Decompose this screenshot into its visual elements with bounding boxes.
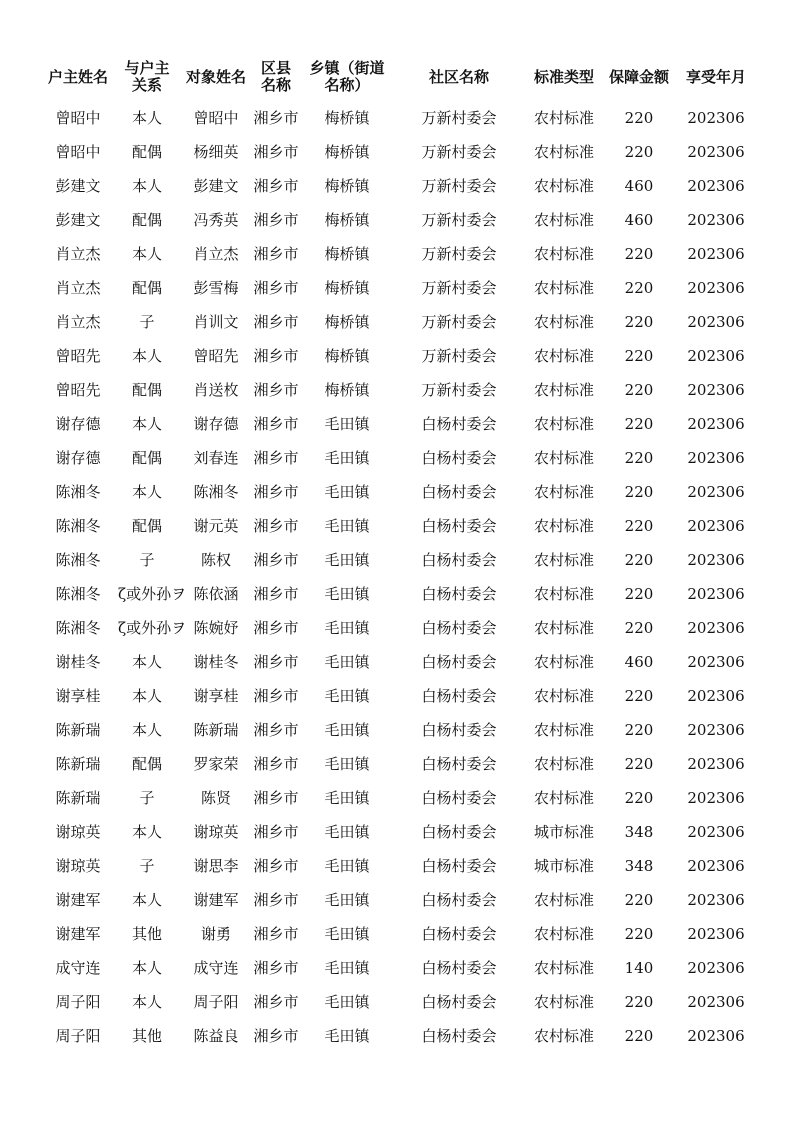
cell-standard-type: 农村标准 bbox=[533, 585, 594, 603]
cell-relation: 本人 bbox=[131, 483, 162, 501]
header-relation-line1: 与户主 bbox=[124, 59, 170, 77]
cell-community: 白杨村委会 bbox=[421, 653, 497, 671]
table-row bbox=[0, 917, 793, 951]
cell-community: 白杨村委会 bbox=[421, 857, 497, 875]
cell-year-month: 202306 bbox=[687, 755, 745, 773]
cell-amount: 460 bbox=[624, 653, 654, 671]
cell-standard-type: 农村标准 bbox=[533, 109, 594, 127]
table-row bbox=[0, 611, 793, 645]
cell-relation: 本人 bbox=[131, 721, 162, 739]
cell-relation: 子 bbox=[139, 551, 155, 569]
cell-relation: 子 bbox=[139, 857, 155, 875]
cell-household-head: 陈湘冬 bbox=[55, 585, 101, 603]
cell-relation: 配偶 bbox=[131, 449, 162, 467]
table-row bbox=[0, 169, 793, 203]
cell-household-head: 彭建文 bbox=[55, 177, 101, 195]
cell-community: 白杨村委会 bbox=[421, 993, 497, 1011]
cell-household-head: 谢桂冬 bbox=[55, 653, 101, 671]
cell-township: 梅桥镇 bbox=[324, 109, 370, 127]
cell-standard-type: 农村标准 bbox=[533, 925, 594, 943]
cell-household-head: 陈湘冬 bbox=[55, 619, 101, 637]
cell-relation: 其他 bbox=[131, 925, 162, 943]
cell-household-head: 谢存德 bbox=[55, 449, 101, 467]
cell-township: 毛田镇 bbox=[324, 517, 370, 535]
cell-household-head: 谢琼英 bbox=[55, 857, 101, 875]
cell-household-head: 肖立杰 bbox=[55, 245, 101, 263]
header-recipient-name: 对象姓名 bbox=[185, 67, 246, 86]
table-row bbox=[0, 373, 793, 407]
cell-year-month: 202306 bbox=[687, 959, 745, 977]
table-row bbox=[0, 475, 793, 509]
cell-county: 湘乡市 bbox=[253, 925, 299, 943]
header-relation-line2: 关系 bbox=[131, 76, 162, 94]
cell-community: 万新村委会 bbox=[421, 313, 497, 331]
cell-township: 梅桥镇 bbox=[324, 381, 370, 399]
cell-county: 湘乡市 bbox=[253, 483, 299, 501]
cell-year-month: 202306 bbox=[687, 789, 745, 807]
cell-county: 湘乡市 bbox=[253, 109, 299, 127]
cell-standard-type: 农村标准 bbox=[533, 1027, 594, 1045]
cell-amount: 460 bbox=[624, 177, 654, 195]
cell-county: 湘乡市 bbox=[253, 959, 299, 977]
cell-standard-type: 农村标准 bbox=[533, 619, 594, 637]
cell-community: 白杨村委会 bbox=[421, 415, 497, 433]
cell-year-month: 202306 bbox=[687, 687, 745, 705]
cell-county: 湘乡市 bbox=[253, 789, 299, 807]
cell-relation: 本人 bbox=[131, 347, 162, 365]
cell-amount: 220 bbox=[624, 721, 654, 739]
cell-community: 万新村委会 bbox=[421, 177, 497, 195]
cell-amount: 140 bbox=[624, 959, 654, 977]
cell-household-head: 陈湘冬 bbox=[55, 551, 101, 569]
header-community: 社区名称 bbox=[428, 67, 489, 86]
header-amount: 保障金额 bbox=[608, 67, 669, 86]
cell-standard-type: 农村标准 bbox=[533, 381, 594, 399]
table-row bbox=[0, 1019, 793, 1053]
cell-year-month: 202306 bbox=[687, 1027, 745, 1045]
cell-household-head: 谢琼英 bbox=[55, 823, 101, 841]
cell-standard-type: 农村标准 bbox=[533, 993, 594, 1011]
cell-household-head: 陈新瑞 bbox=[55, 755, 101, 773]
cell-county: 湘乡市 bbox=[253, 551, 299, 569]
cell-amount: 220 bbox=[624, 517, 654, 535]
cell-recipient-name: 肖训文 bbox=[193, 313, 239, 331]
cell-year-month: 202306 bbox=[687, 721, 745, 739]
cell-standard-type: 农村标准 bbox=[533, 721, 594, 739]
cell-township: 毛田镇 bbox=[324, 585, 370, 603]
cell-community: 万新村委会 bbox=[421, 381, 497, 399]
cell-amount: 460 bbox=[624, 211, 654, 229]
cell-standard-type: 城市标准 bbox=[533, 857, 594, 875]
cell-township: 毛田镇 bbox=[324, 959, 370, 977]
cell-township: 梅桥镇 bbox=[324, 245, 370, 263]
cell-township: 毛田镇 bbox=[324, 483, 370, 501]
cell-standard-type: 农村标准 bbox=[533, 483, 594, 501]
header-township bbox=[300, 58, 394, 96]
cell-standard-type: 农村标准 bbox=[533, 313, 594, 331]
cell-county: 湘乡市 bbox=[253, 517, 299, 535]
cell-household-head: 曾昭先 bbox=[55, 381, 101, 399]
cell-amount: 220 bbox=[624, 551, 654, 569]
cell-county: 湘乡市 bbox=[253, 857, 299, 875]
cell-relation: 本人 bbox=[131, 823, 162, 841]
cell-standard-type: 农村标准 bbox=[533, 347, 594, 365]
cell-relation: 子 bbox=[139, 789, 155, 807]
cell-amount: 220 bbox=[624, 143, 654, 161]
table-row bbox=[0, 815, 793, 849]
cell-county: 湘乡市 bbox=[253, 449, 299, 467]
cell-township: 毛田镇 bbox=[324, 653, 370, 671]
cell-county: 湘乡市 bbox=[253, 415, 299, 433]
cell-relation: 配偶 bbox=[131, 211, 162, 229]
cell-year-month: 202306 bbox=[687, 313, 745, 331]
cell-amount: 220 bbox=[624, 483, 654, 501]
cell-recipient-name: 成守连 bbox=[193, 959, 239, 977]
table-row bbox=[0, 237, 793, 271]
cell-community: 白杨村委会 bbox=[421, 687, 497, 705]
cell-year-month: 202306 bbox=[687, 449, 745, 467]
cell-county: 湘乡市 bbox=[253, 1027, 299, 1045]
cell-amount: 220 bbox=[624, 1027, 654, 1045]
cell-county: 湘乡市 bbox=[253, 381, 299, 399]
cell-relation: 本人 bbox=[131, 891, 162, 909]
cell-township: 毛田镇 bbox=[324, 993, 370, 1011]
cell-township: 毛田镇 bbox=[324, 1027, 370, 1045]
cell-township: 毛田镇 bbox=[324, 755, 370, 773]
cell-county: 湘乡市 bbox=[253, 143, 299, 161]
cell-year-month: 202306 bbox=[687, 551, 745, 569]
cell-community: 万新村委会 bbox=[421, 279, 497, 297]
cell-household-head: 陈新瑞 bbox=[55, 721, 101, 739]
cell-household-head: 肖立杰 bbox=[55, 279, 101, 297]
cell-recipient-name: 谢琼英 bbox=[193, 823, 239, 841]
cell-township: 梅桥镇 bbox=[324, 279, 370, 297]
cell-community: 白杨村委会 bbox=[421, 551, 497, 569]
cell-relation: 子 bbox=[139, 313, 155, 331]
cell-relation: 本人 bbox=[131, 109, 162, 127]
cell-township: 毛田镇 bbox=[324, 857, 370, 875]
cell-standard-type: 农村标准 bbox=[533, 789, 594, 807]
cell-recipient-name: 肖送枚 bbox=[193, 381, 239, 399]
cell-amount: 220 bbox=[624, 993, 654, 1011]
cell-recipient-name: 陈益良 bbox=[193, 1027, 239, 1045]
cell-year-month: 202306 bbox=[687, 211, 745, 229]
cell-relation: 配偶 bbox=[131, 143, 162, 161]
cell-amount: 220 bbox=[624, 687, 654, 705]
cell-township: 毛田镇 bbox=[324, 415, 370, 433]
cell-community: 万新村委会 bbox=[421, 109, 497, 127]
cell-township: 毛田镇 bbox=[324, 789, 370, 807]
cell-township: 毛田镇 bbox=[324, 619, 370, 637]
cell-relation: 其他 bbox=[131, 1027, 162, 1045]
cell-standard-type: 农村标准 bbox=[533, 959, 594, 977]
cell-relation: 本人 bbox=[131, 653, 162, 671]
cell-year-month: 202306 bbox=[687, 279, 745, 297]
cell-township: 梅桥镇 bbox=[324, 347, 370, 365]
cell-year-month: 202306 bbox=[687, 245, 745, 263]
table-row bbox=[0, 883, 793, 917]
cell-amount: 220 bbox=[624, 245, 654, 263]
cell-year-month: 202306 bbox=[687, 109, 745, 127]
table-row bbox=[0, 101, 793, 135]
cell-household-head: 曾昭先 bbox=[55, 347, 101, 365]
cell-household-head: 陈湘冬 bbox=[55, 483, 101, 501]
header-standard-type: 标准类型 bbox=[533, 67, 594, 86]
cell-recipient-name: 周子阳 bbox=[193, 993, 239, 1011]
table-row bbox=[0, 781, 793, 815]
cell-relation: 本人 bbox=[131, 993, 162, 1011]
cell-recipient-name: 陈婉妤 bbox=[193, 619, 239, 637]
cell-year-month: 202306 bbox=[687, 347, 745, 365]
cell-community: 白杨村委会 bbox=[421, 1027, 497, 1045]
cell-recipient-name: 陈湘冬 bbox=[193, 483, 239, 501]
cell-household-head: 陈湘冬 bbox=[55, 517, 101, 535]
cell-standard-type: 农村标准 bbox=[533, 687, 594, 705]
cell-community: 万新村委会 bbox=[421, 245, 497, 263]
header-township-line1: 乡镇（街道 bbox=[309, 59, 385, 77]
cell-year-month: 202306 bbox=[687, 857, 745, 875]
cell-standard-type: 农村标准 bbox=[533, 279, 594, 297]
cell-year-month: 202306 bbox=[687, 415, 745, 433]
cell-county: 湘乡市 bbox=[253, 245, 299, 263]
cell-standard-type: 农村标准 bbox=[533, 211, 594, 229]
cell-county: 湘乡市 bbox=[253, 279, 299, 297]
cell-recipient-name: 曾昭中 bbox=[193, 109, 239, 127]
table-row bbox=[0, 713, 793, 747]
table-row bbox=[0, 679, 793, 713]
cell-household-head: 谢建军 bbox=[55, 925, 101, 943]
cell-standard-type: 农村标准 bbox=[533, 143, 594, 161]
cell-township: 毛田镇 bbox=[324, 551, 370, 569]
table-row bbox=[0, 305, 793, 339]
cell-standard-type: 农村标准 bbox=[533, 177, 594, 195]
cell-standard-type: 农村标准 bbox=[533, 449, 594, 467]
cell-year-month: 202306 bbox=[687, 653, 745, 671]
cell-recipient-name: 谢享桂 bbox=[193, 687, 239, 705]
cell-standard-type: 农村标准 bbox=[533, 891, 594, 909]
cell-amount: 220 bbox=[624, 585, 654, 603]
cell-household-head: 彭建文 bbox=[55, 211, 101, 229]
table-row bbox=[0, 441, 793, 475]
cell-standard-type: 农村标准 bbox=[533, 245, 594, 263]
table-row bbox=[0, 203, 793, 237]
cell-county: 湘乡市 bbox=[253, 993, 299, 1011]
cell-county: 湘乡市 bbox=[253, 653, 299, 671]
cell-recipient-name: 彭雪梅 bbox=[193, 279, 239, 297]
cell-recipient-name: 刘春连 bbox=[193, 449, 239, 467]
cell-community: 白杨村委会 bbox=[421, 891, 497, 909]
cell-household-head: 曾昭中 bbox=[55, 109, 101, 127]
cell-community: 万新村委会 bbox=[421, 347, 497, 365]
cell-county: 湘乡市 bbox=[253, 687, 299, 705]
cell-county: 湘乡市 bbox=[253, 721, 299, 739]
cell-township: 毛田镇 bbox=[324, 891, 370, 909]
cell-township: 梅桥镇 bbox=[324, 177, 370, 195]
cell-relation: 配偶 bbox=[131, 755, 162, 773]
cell-community: 白杨村委会 bbox=[421, 789, 497, 807]
cell-amount: 348 bbox=[624, 823, 654, 841]
cell-year-month: 202306 bbox=[687, 823, 745, 841]
cell-recipient-name: 曾昭先 bbox=[193, 347, 239, 365]
cell-township: 毛田镇 bbox=[324, 925, 370, 943]
cell-county: 湘乡市 bbox=[253, 313, 299, 331]
table-row bbox=[0, 747, 793, 781]
cell-year-month: 202306 bbox=[687, 585, 745, 603]
cell-year-month: 202306 bbox=[687, 891, 745, 909]
cell-recipient-name: 谢存德 bbox=[193, 415, 239, 433]
cell-standard-type: 农村标准 bbox=[533, 415, 594, 433]
table-row bbox=[0, 407, 793, 441]
cell-community: 万新村委会 bbox=[421, 211, 497, 229]
cell-county: 湘乡市 bbox=[253, 347, 299, 365]
cell-township: 梅桥镇 bbox=[324, 143, 370, 161]
table-row bbox=[0, 577, 793, 611]
cell-township: 毛田镇 bbox=[324, 823, 370, 841]
cell-recipient-name: 谢勇 bbox=[200, 925, 231, 943]
cell-year-month: 202306 bbox=[687, 925, 745, 943]
cell-county: 湘乡市 bbox=[253, 177, 299, 195]
table-row bbox=[0, 543, 793, 577]
cell-recipient-name: 谢思李 bbox=[193, 857, 239, 875]
cell-relation: 配偶 bbox=[131, 279, 162, 297]
cell-amount: 220 bbox=[624, 109, 654, 127]
cell-amount: 220 bbox=[624, 279, 654, 297]
cell-standard-type: 农村标准 bbox=[533, 551, 594, 569]
cell-relation: 本人 bbox=[131, 959, 162, 977]
cell-community: 白杨村委会 bbox=[421, 721, 497, 739]
cell-recipient-name: 肖立杰 bbox=[193, 245, 239, 263]
cell-household-head: 周子阳 bbox=[55, 1027, 101, 1045]
cell-household-head: 曾昭中 bbox=[55, 143, 101, 161]
cell-relation: 本人 bbox=[131, 415, 162, 433]
cell-household-head: 谢建军 bbox=[55, 891, 101, 909]
cell-amount: 220 bbox=[624, 415, 654, 433]
cell-relation: 配偶 bbox=[131, 517, 162, 535]
cell-relation: 本人 bbox=[131, 245, 162, 263]
cell-township: 毛田镇 bbox=[324, 449, 370, 467]
table-row bbox=[0, 271, 793, 305]
cell-relation: 本人 bbox=[131, 177, 162, 195]
header-year-month: 享受年月 bbox=[685, 67, 746, 86]
cell-recipient-name: 谢元英 bbox=[193, 517, 239, 535]
cell-amount: 220 bbox=[624, 449, 654, 467]
header-county-line2: 名称 bbox=[260, 76, 291, 94]
cell-community: 白杨村委会 bbox=[421, 517, 497, 535]
cell-year-month: 202306 bbox=[687, 381, 745, 399]
cell-community: 白杨村委会 bbox=[421, 585, 497, 603]
cell-amount: 220 bbox=[624, 347, 654, 365]
cell-year-month: 202306 bbox=[687, 517, 745, 535]
header-relation bbox=[118, 58, 176, 96]
cell-recipient-name: 罗家荣 bbox=[193, 755, 239, 773]
table-row bbox=[0, 645, 793, 679]
cell-year-month: 202306 bbox=[687, 143, 745, 161]
table-row bbox=[0, 339, 793, 373]
cell-standard-type: 农村标准 bbox=[533, 755, 594, 773]
table-row bbox=[0, 509, 793, 543]
header-household-head: 户主姓名 bbox=[47, 67, 108, 86]
header-county-line1: 区县 bbox=[260, 59, 291, 77]
cell-amount: 348 bbox=[624, 857, 654, 875]
cell-county: 湘乡市 bbox=[253, 823, 299, 841]
cell-county: 湘乡市 bbox=[253, 585, 299, 603]
cell-amount: 220 bbox=[624, 925, 654, 943]
cell-year-month: 202306 bbox=[687, 177, 745, 195]
cell-recipient-name: 冯秀英 bbox=[193, 211, 239, 229]
cell-community: 白杨村委会 bbox=[421, 959, 497, 977]
cell-standard-type: 城市标准 bbox=[533, 823, 594, 841]
cell-community: 白杨村委会 bbox=[421, 925, 497, 943]
cell-recipient-name: 杨细英 bbox=[193, 143, 239, 161]
table-row bbox=[0, 985, 793, 1019]
cell-relation: ζ或外孙ヲ bbox=[118, 585, 187, 603]
cell-recipient-name: 彭建文 bbox=[193, 177, 239, 195]
cell-recipient-name: 谢桂冬 bbox=[193, 653, 239, 671]
cell-standard-type: 农村标准 bbox=[533, 517, 594, 535]
cell-amount: 220 bbox=[624, 313, 654, 331]
cell-community: 白杨村委会 bbox=[421, 483, 497, 501]
cell-relation: 配偶 bbox=[131, 381, 162, 399]
cell-standard-type: 农村标准 bbox=[533, 653, 594, 671]
cell-year-month: 202306 bbox=[687, 993, 745, 1011]
cell-household-head: 肖立杰 bbox=[55, 313, 101, 331]
table-row bbox=[0, 135, 793, 169]
cell-amount: 220 bbox=[624, 619, 654, 637]
cell-household-head: 成守连 bbox=[55, 959, 101, 977]
cell-county: 湘乡市 bbox=[253, 755, 299, 773]
cell-household-head: 谢享桂 bbox=[55, 687, 101, 705]
cell-year-month: 202306 bbox=[687, 483, 745, 501]
cell-county: 湘乡市 bbox=[253, 619, 299, 637]
cell-community: 白杨村委会 bbox=[421, 755, 497, 773]
cell-township: 梅桥镇 bbox=[324, 211, 370, 229]
cell-recipient-name: 陈贤 bbox=[200, 789, 231, 807]
cell-recipient-name: 陈权 bbox=[200, 551, 231, 569]
table-row bbox=[0, 849, 793, 883]
cell-township: 毛田镇 bbox=[324, 687, 370, 705]
cell-relation: 本人 bbox=[131, 687, 162, 705]
cell-county: 湘乡市 bbox=[253, 891, 299, 909]
cell-amount: 220 bbox=[624, 381, 654, 399]
cell-county: 湘乡市 bbox=[253, 211, 299, 229]
cell-household-head: 周子阳 bbox=[55, 993, 101, 1011]
cell-community: 白杨村委会 bbox=[421, 823, 497, 841]
cell-community: 万新村委会 bbox=[421, 143, 497, 161]
cell-township: 梅桥镇 bbox=[324, 313, 370, 331]
cell-township: 毛田镇 bbox=[324, 721, 370, 739]
cell-amount: 220 bbox=[624, 789, 654, 807]
cell-amount: 220 bbox=[624, 891, 654, 909]
header-township-line2: 名称） bbox=[324, 76, 370, 94]
cell-recipient-name: 谢建军 bbox=[193, 891, 239, 909]
cell-recipient-name: 陈依涵 bbox=[193, 585, 239, 603]
cell-household-head: 谢存德 bbox=[55, 415, 101, 433]
cell-community: 白杨村委会 bbox=[421, 449, 497, 467]
cell-household-head: 陈新瑞 bbox=[55, 789, 101, 807]
cell-recipient-name: 陈新瑞 bbox=[193, 721, 239, 739]
cell-year-month: 202306 bbox=[687, 619, 745, 637]
cell-community: 白杨村委会 bbox=[421, 619, 497, 637]
header-county bbox=[250, 58, 302, 96]
cell-amount: 220 bbox=[624, 755, 654, 773]
table-row bbox=[0, 951, 793, 985]
cell-relation: ζ或外孙ヲ bbox=[118, 619, 187, 637]
